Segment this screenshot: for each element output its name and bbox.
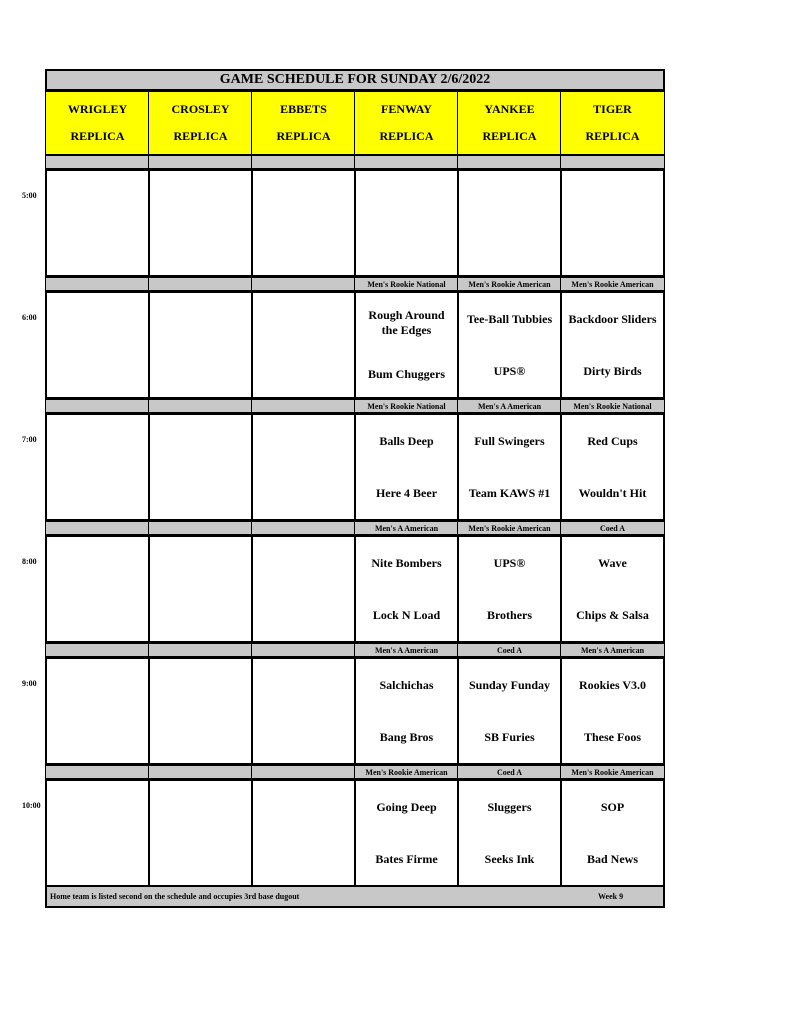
away-team: Rookies V3.0: [578, 677, 647, 692]
field-name: CROSLEY: [171, 102, 230, 116]
field-header-wrigley: [45, 91, 150, 155]
home-team: Wouldn't Hit: [578, 485, 647, 500]
schedule-footer: [45, 884, 665, 908]
division-label: [251, 765, 356, 779]
time-label: 5:00: [22, 191, 37, 200]
field-subtitle: REPLICA: [379, 129, 434, 143]
home-team: Seeks Ink: [484, 851, 535, 866]
division-label: Men's Rookie American: [560, 765, 665, 779]
away-team: Balls Deep: [379, 433, 434, 448]
game-slot: [45, 291, 150, 399]
footer-week: Week 9: [598, 892, 624, 901]
division-label: [251, 643, 356, 657]
game-slot: [148, 413, 253, 521]
field-header-crosley: [148, 91, 253, 155]
field-header-yankee: [457, 91, 562, 155]
division-label: Coed A: [457, 765, 562, 779]
division-label: Men's A American: [354, 643, 459, 657]
game-slot: [354, 779, 459, 887]
home-team: Chips & Salsa: [576, 607, 649, 622]
division-label: [45, 155, 150, 169]
field-name: YANKEE: [484, 102, 535, 116]
game-slot: [45, 169, 150, 277]
game-slot: [148, 657, 253, 765]
division-label: [148, 521, 253, 535]
division-label: [560, 155, 665, 169]
game-slot: [45, 779, 150, 887]
field-subtitle: REPLICA: [70, 129, 125, 143]
division-label: Men's A American: [457, 399, 562, 413]
division-label: Men's Rookie National: [354, 399, 459, 413]
division-label: [45, 399, 150, 413]
division-label: [251, 399, 356, 413]
game-slot: [457, 413, 562, 521]
division-label: [148, 277, 253, 291]
home-team: Dirty Birds: [583, 363, 642, 378]
schedule-sheet: [45, 69, 665, 908]
division-label: Men's Rookie American: [457, 277, 562, 291]
game-slot: [560, 169, 665, 277]
division-label: [354, 155, 459, 169]
game-slot: [457, 291, 562, 399]
division-label: Coed A: [560, 521, 665, 535]
game-slot: [354, 291, 459, 399]
schedule-title: GAME SCHEDULE FOR SUNDAY 2/6/2022: [45, 69, 665, 91]
division-label: [251, 155, 356, 169]
division-label: Men's A American: [354, 521, 459, 535]
time-label: 9:00: [22, 679, 37, 688]
away-team: Sluggers: [487, 799, 532, 814]
footer-note: Home team is listed second on the schedule and occupies 3rd base dugout: [50, 892, 300, 901]
division-label: Men's Rookie American: [354, 765, 459, 779]
division-label: [148, 765, 253, 779]
game-slot: [354, 413, 459, 521]
home-team: UPS®: [493, 363, 526, 378]
home-team: Bad News: [586, 851, 638, 866]
away-team: SOP: [600, 799, 625, 814]
away-team: Salchichas: [379, 677, 434, 692]
game-slot: [148, 291, 253, 399]
field-name: FENWAY: [381, 102, 432, 116]
game-slot: [45, 413, 150, 521]
time-label: 10:00: [22, 801, 41, 810]
division-label: [457, 155, 562, 169]
field-subtitle: REPLICA: [482, 129, 537, 143]
field-name: WRIGLEY: [67, 102, 128, 116]
game-slot: [560, 413, 665, 521]
game-slot: [251, 779, 356, 887]
game-slot: [354, 535, 459, 643]
away-team: UPS®: [493, 555, 526, 570]
division-label: Men's Rookie American: [560, 277, 665, 291]
division-label: Men's Rookie American: [457, 521, 562, 535]
game-slot: [251, 291, 356, 399]
home-team: SB Furies: [484, 729, 535, 744]
field-name: TIGER: [593, 102, 632, 116]
field-header-ebbets: [251, 91, 356, 155]
division-label: Men's Rookie National: [560, 399, 665, 413]
time-label: 6:00: [22, 313, 37, 322]
away-team: Nite Bombers: [371, 555, 442, 570]
away-team: Tee-Ball Tubbies: [466, 311, 553, 326]
home-team: Bang Bros: [379, 729, 434, 744]
division-label: [251, 521, 356, 535]
home-team: Bum Chuggers: [367, 367, 445, 382]
game-slot: [457, 657, 562, 765]
division-label: [45, 521, 150, 535]
home-team: These Foos: [584, 729, 641, 744]
time-label: 7:00: [22, 435, 37, 444]
game-slot: [560, 779, 665, 887]
field-subtitle: REPLICA: [276, 129, 331, 143]
division-label: [45, 277, 150, 291]
away-team: Backdoor Sliders: [568, 311, 657, 326]
away-team: Going Deep: [376, 799, 437, 814]
division-label: [45, 765, 150, 779]
field-header-fenway: [354, 91, 459, 155]
field-subtitle: REPLICA: [173, 129, 228, 143]
away-team: Full Swingers: [474, 433, 545, 448]
home-team: Bates Firme: [375, 851, 438, 866]
home-team: Team KAWS #1: [468, 485, 551, 500]
game-slot: [560, 657, 665, 765]
home-team: Here 4 Beer: [375, 485, 438, 500]
game-slot: [45, 535, 150, 643]
game-slot: [148, 779, 253, 887]
division-label: [148, 399, 253, 413]
game-slot: [251, 169, 356, 277]
field-subtitle: REPLICA: [585, 129, 640, 143]
game-slot: [354, 169, 459, 277]
division-label: [45, 643, 150, 657]
game-slot: [457, 169, 562, 277]
division-label: [148, 155, 253, 169]
game-slot: [457, 779, 562, 887]
game-slot: [45, 657, 150, 765]
away-team: Red Cups: [587, 433, 638, 448]
game-slot: [148, 169, 253, 277]
field-name: EBBETS: [280, 102, 327, 116]
game-slot: [457, 535, 562, 643]
game-slot: [560, 535, 665, 643]
field-header-tiger: [560, 91, 665, 155]
home-team: Lock N Load: [372, 607, 441, 622]
division-label: Men's Rookie National: [354, 277, 459, 291]
game-slot: [354, 657, 459, 765]
game-slot: [251, 413, 356, 521]
game-slot: [251, 657, 356, 765]
home-team: Brothers: [486, 607, 533, 622]
time-label: 8:00: [22, 557, 37, 566]
away-team: Rough Around the Edges: [368, 307, 445, 337]
game-slot: [148, 535, 253, 643]
game-slot: [560, 291, 665, 399]
division-label: [251, 277, 356, 291]
away-team: Sunday Funday: [468, 677, 551, 692]
division-label: Men's A American: [560, 643, 665, 657]
away-team: Wave: [598, 555, 627, 570]
division-label: Coed A: [457, 643, 562, 657]
game-slot: [251, 535, 356, 643]
division-label: [148, 643, 253, 657]
